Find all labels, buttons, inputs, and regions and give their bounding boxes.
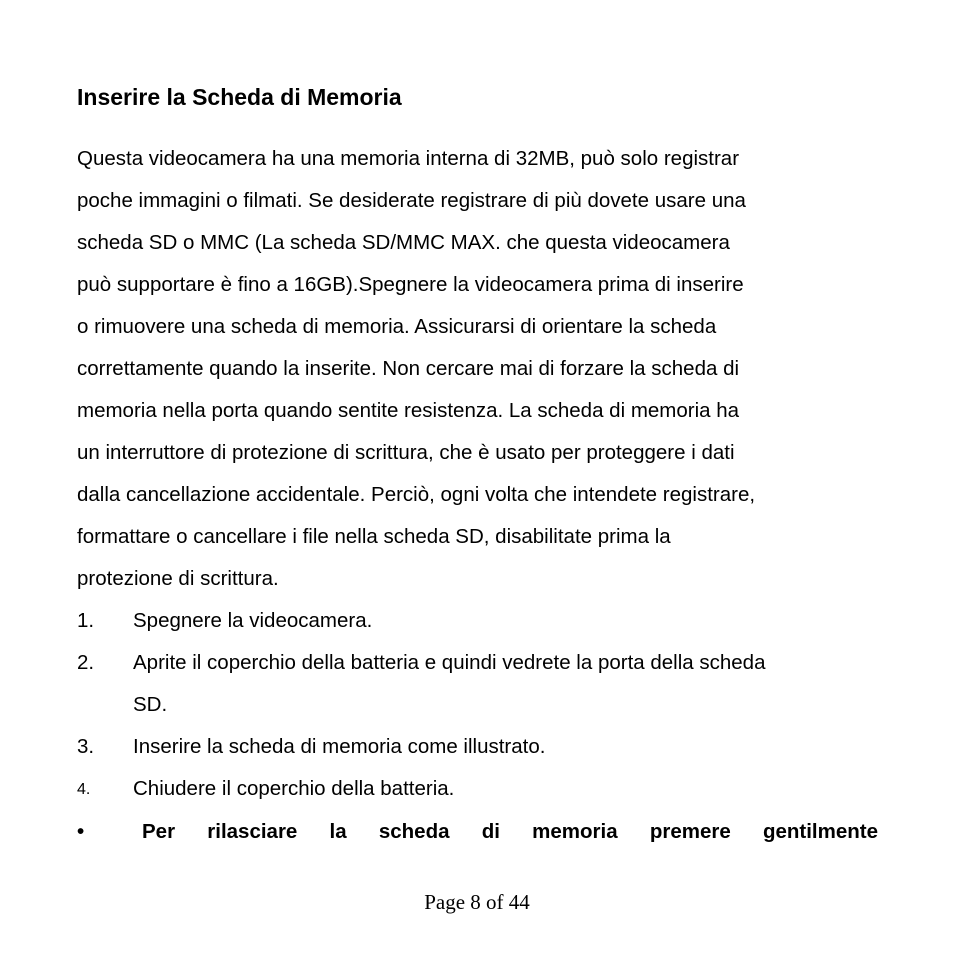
bullet-text: Per rilasciare la scheda di memoria premere gentilmente (142, 820, 878, 843)
paragraph-line: può supportare è fino a 16GB).Spegnere la videocamera prima di inserire (77, 273, 744, 296)
bullet-icon: • (77, 820, 85, 843)
paragraph-line: formattare o cancellare i file nella scheda SD, disabilitate prima la (77, 525, 671, 548)
paragraph-line: o rimuovere una scheda di memoria. Assicurarsi di orientare la scheda (77, 315, 717, 338)
step-number: 4. (77, 781, 91, 798)
step-number: 2. (77, 651, 95, 674)
paragraph-line: Questa videocamera ha una memoria interna di 32MB, può solo registrar (77, 147, 740, 170)
page-number-footer: Page 8 of 44 (424, 890, 530, 914)
step-number: 3. (77, 735, 95, 758)
paragraph-line: memoria nella porta quando sentite resistenza. La scheda di memoria ha (77, 399, 740, 422)
step-number: 1. (77, 609, 95, 632)
paragraph-line: protezione di scrittura. (77, 567, 279, 590)
paragraph-line: dalla cancellazione accidentale. Perciò, ogni volta che intendete registrare, (77, 483, 756, 506)
step-text: Aprite il coperchio della batteria e quindi vedrete la porta della scheda (133, 651, 766, 674)
step-text-continued: SD. (133, 693, 168, 716)
paragraph-line: scheda SD o MMC (La scheda SD/MMC MAX. che questa videocamera (77, 231, 730, 254)
paragraph-line: poche immagini o filmati. Se desiderate registrare di più dovete usare una (77, 189, 746, 212)
step-text: Inserire la scheda di memoria come illustrato. (133, 735, 546, 758)
step-text: Spegnere la videocamera. (133, 609, 373, 632)
paragraph-line: correttamente quando la inserite. Non cercare mai di forzare la scheda di (77, 357, 740, 380)
step-text: Chiudere il coperchio della batteria. (133, 777, 455, 800)
section-heading: Inserire la Scheda di Memoria (77, 84, 402, 110)
paragraph-line: un interruttore di protezione di scrittura, che è usato per proteggere i dati (77, 441, 735, 464)
